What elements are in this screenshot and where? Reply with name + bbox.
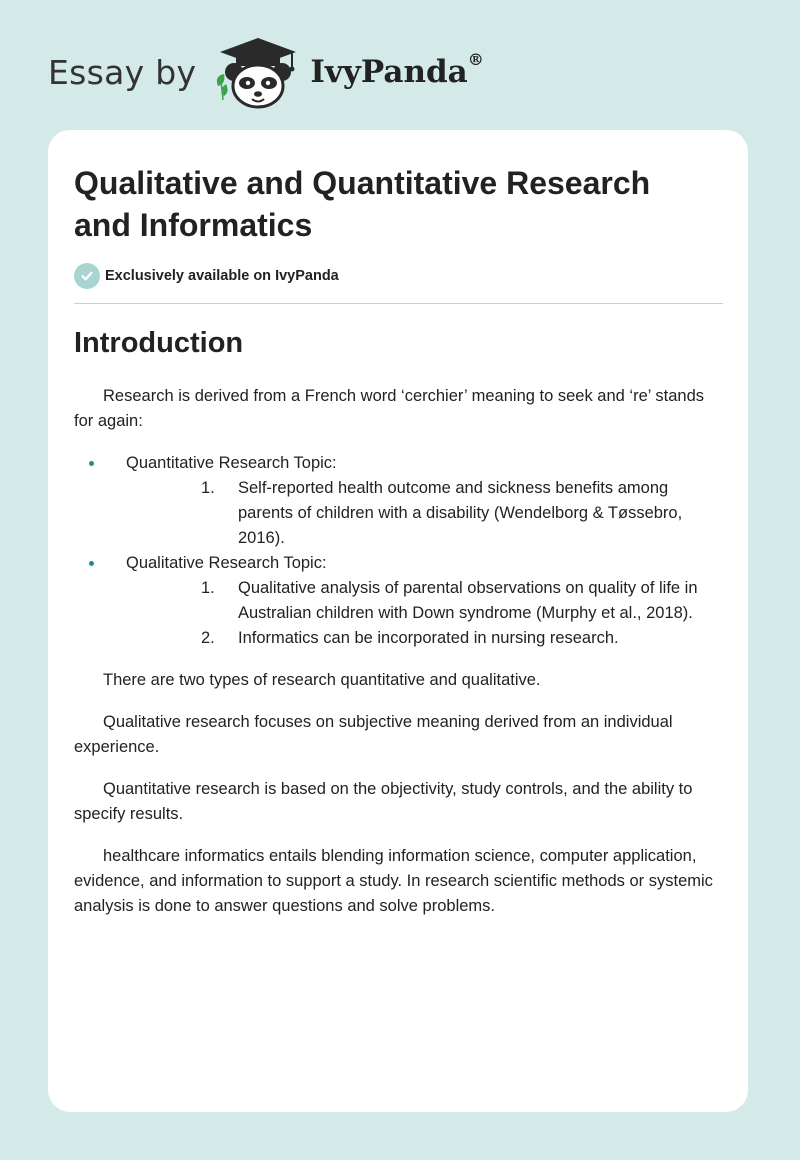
article-body: [74, 384, 724, 919]
item-number: 1.: [201, 479, 215, 497]
numbered-list: [126, 476, 724, 551]
item-text: Qualitative analysis of parental observations on quality of life in Australian children with Down syndrome (Murphy et al., 2018).: [238, 579, 698, 622]
badge-text: Exclusively available on IvyPanda: [105, 268, 339, 284]
article-card: [48, 130, 748, 1112]
item-text: Self-reported health outcome and sickness benefits among parents of children with a disability (Wendelborg & Tøssebro, 2016).: [238, 479, 683, 547]
list-item: [74, 551, 724, 651]
item-number: 1.: [201, 579, 215, 597]
brand-name: IvyPanda®: [310, 50, 484, 90]
check-circle-icon: [74, 263, 100, 289]
brand-header[interactable]: [48, 34, 484, 110]
bullet-label: Qualitative Research Topic:: [126, 554, 327, 572]
topic-list: [74, 451, 724, 651]
bullet-label: Quantitative Research Topic:: [126, 454, 337, 472]
numbered-item: [126, 576, 724, 626]
item-number: 2.: [201, 629, 215, 647]
numbered-list: [126, 576, 724, 651]
numbered-item: [126, 476, 724, 551]
paragraph: healthcare informatics entails blending information science, computer application, evidence, and information to support a study. In research scientific methods or systemic analysis is done to answer questions and solve problems.: [74, 847, 713, 915]
intro-paragraph: Research is derived from a French word ‘cerchier’ meaning to seek and ‘re’ stands for again:: [74, 387, 704, 430]
paragraph: Quantitative research is based on the objectivity, study controls, and the ability to specify results.: [74, 780, 693, 823]
article-title: Qualitative and Quantitative Research and Informatics: [74, 165, 651, 243]
section-heading: Introduction: [74, 327, 244, 359]
item-text: Informatics can be incorporated in nursing research.: [238, 629, 619, 647]
panda-graduate-logo-icon: [212, 34, 304, 110]
brand-prefix: Essay by: [48, 52, 197, 92]
list-item: [74, 451, 724, 551]
exclusive-badge: [74, 263, 339, 289]
divider: [74, 303, 723, 304]
paragraph: There are two types of research quantitative and qualitative.: [103, 671, 541, 689]
numbered-item: [126, 626, 724, 651]
paragraph: Qualitative research focuses on subjective meaning derived from an individual experience.: [74, 713, 673, 756]
